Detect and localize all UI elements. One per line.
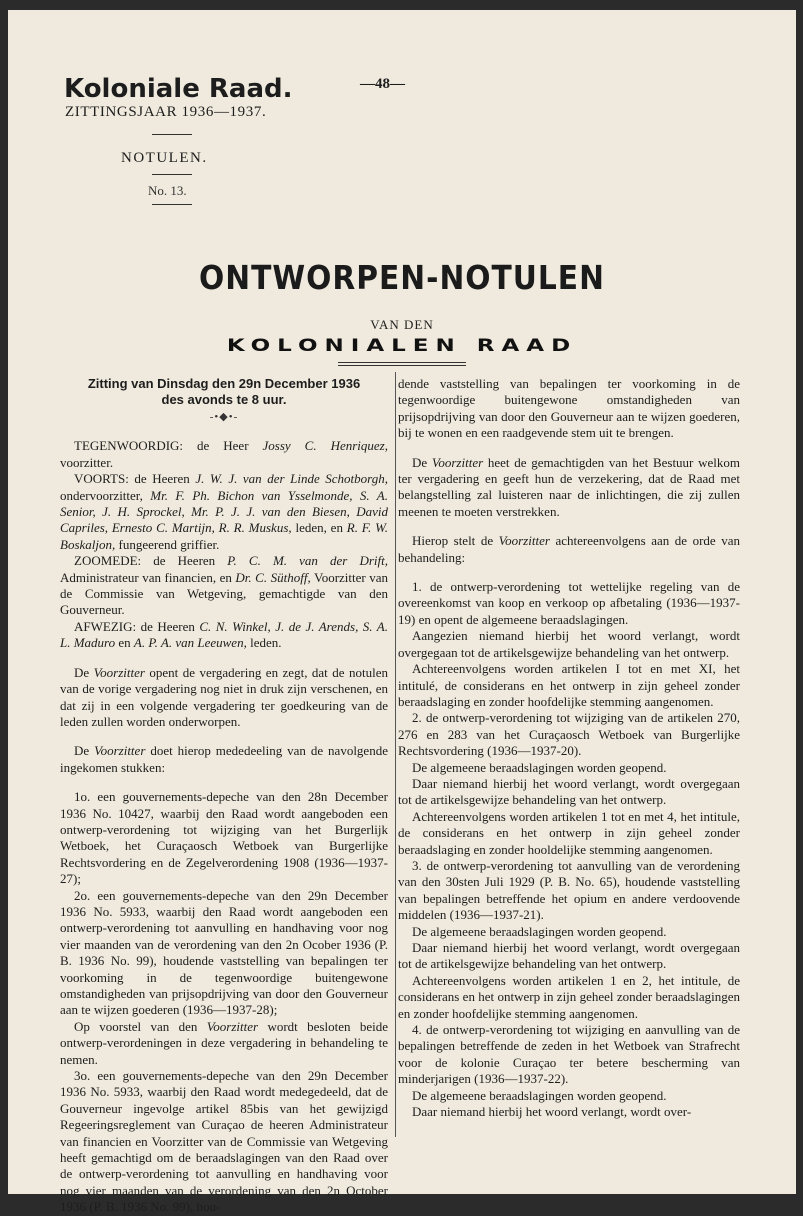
divider xyxy=(152,134,192,135)
paragraph: De algemeene beraadslagingen worden geopend. xyxy=(412,923,667,939)
session-year: ZITTINGSJAAR 1936—1937. xyxy=(65,104,267,120)
paragraph: 3. de ontwerp-verordening tot aanvulling van de verordening van den 30sten Juli 1929 (P. B. No. 65), houdende vaststelling van bepalingen betreffende het opium en andere verdoovende middelen (1936—1937-21). xyxy=(398,857,740,923)
paragraph: De Voorzitter doet hierop mededeeling van de navolgende ingekomen stukken: xyxy=(60,743,388,775)
column-divider xyxy=(395,372,396,1137)
paragraph: 2o. een gouvernements-depeche van den 29n December 1936 No. 5933, waarbij den Raad wordt aangeboden een ontwerp-verordening tot aanvulling en handhaving voor nog vier maanden van de verordening van den 2n Ocober 1936 (P. B. 1936 No. 99), houdende vaststelling van bepalingen ter voorkoming in de tegenwoordige buitengewone omstandigheden van prijsopdrijving van door den Gouverneur aan te wijzen goederen (1936—1937-28); xyxy=(60,887,388,1018)
divider xyxy=(338,365,466,366)
paragraph: ZOOMEDE: de Heeren P. C. M. van der Drift, Administrateur van financien, en Dr. C. Süthoff, Voorzitter van de Commissie van Wetgeving, gemachtigde van den Gouverneur. xyxy=(60,553,389,618)
issue-number: No. 13. xyxy=(148,183,187,198)
paragraph: 3o. een gouvernements-depeche van den 29n December 1936 No. 5933, waarbij den Raad wordt medegedeeld, dat de Gouverneur ingevolge artikel 85bis van het gewijzigd Regeeringsreglement van Curaçao de heeren Administrateur van financien en Voorzitter van de Commissie van Wetgeving heeft gemachtigd om de beraadslagingen van den Raad over de ontwerp-verordening tot aanvulling en handhaving voor nog vier maanden van de verordening van den 2n October 1936 (P. B. 1936 No. 99), hou- xyxy=(60,1068,388,1215)
document-page xyxy=(8,10,796,1215)
council-name: KOLONIALEN RAAD xyxy=(226,336,578,356)
paragraph: dende vaststelling van bepalingen ter voorkoming in de tegenwoordige buitengewone omstandigheden van prijsopdrijving van door den Gouverneur aan te wijzen goederen, bij te wonen en een raadgevende stem uit te brengen. xyxy=(398,376,740,441)
paragraph: AFWEZIG: de Heeren C. N. Winkel, J. de J. Arends, S. A. L. Maduro en A. P. A. van Leeuwen, leden. xyxy=(60,618,388,651)
paragraph: Achtereenvolgens worden artikelen 1 en 2, het intitule, de considerans en het ontwerp in zijn geheel zonder beraadslagingen en zonder hoofdelijke stemming aangenomen. xyxy=(398,972,740,1021)
divider xyxy=(338,362,466,363)
paragraph: De Voorzitter heet de gemachtigden van het Bestuur welkom ter vergadering en geeft hun de verzekering, dat de Raad met belangstelling zal luisteren naar de inlichtingen, die zij zullen meenen te moeten verstrekken. xyxy=(398,454,740,519)
paragraph: 1o. een gouvernements-depeche van den 28n December 1936 No. 10427, waarbij den Raad wordt aangeboden een ontwerp-verordening tot wijziging van het Burgerlijk Wetboek, het Curaçaosch Wetboek van Burgerlijke Rechtsvordering en de Zegelverordening 1908 (1936—1937-27); xyxy=(60,789,388,887)
paragraph: VOORTS: de Heeren J. W. J. van der Linde Schotborgh, ondervoorzitter, Mr. F. Ph. Bichon van Ysselmonde, S. A. Senior, J. H. Sprockel, Mr. P. J. J. van den Biesen, David Capriles, Ernesto C. Martijn, R. R. Muskus, leden, en R. F. W. Boskaljon, fungeerend griffier. xyxy=(60,471,389,552)
page-number: —48— xyxy=(360,76,405,92)
session-heading: Zitting van Dinsdag den 29n December 1936 xyxy=(87,376,361,391)
paragraph: Aangezien niemand hierbij het woord verlangt, wordt overgegaan tot de artikelsgewijze behandeling van het ontwerp. xyxy=(398,628,740,660)
paragraph: De Voorzitter opent de vergadering en zegt, dat de notulen van de vorige vergadering nog niet in druk zijn verschenen, en dat zij in een volgende vergadering ter goedkeuring van de leden zullen worden onderworpen. xyxy=(60,664,388,729)
paragraph: Daar niemand hierbij het woord verlangt, wordt overgegaan tot de artikelsgewijze behandeling van het ontwerp. xyxy=(398,940,740,972)
paragraph: Daar niemand hierbij het woord verlangt, wordt overgegaan tot de artikelsgewijze behandeling van het ontwerp. xyxy=(398,775,740,808)
session-time: des avonds te 8 uur. xyxy=(161,392,287,407)
ornament: -•◆•- xyxy=(209,411,239,423)
paragraph: Hierop stelt de Voorzitter achtereenvolgens aan de orde van behandeling: xyxy=(398,533,740,565)
divider xyxy=(152,174,192,175)
paragraph: TEGENWOORDIG: de Heer Jossy C. Henriquez, voorzitter. xyxy=(60,438,388,470)
document-title: ONTWORPEN-NOTULEN xyxy=(199,258,605,297)
paragraph: 2. de ontwerp-verordening tot wijziging van de artikelen 270, 276 en 283 van het Curaçaosch Wetboek van Burgerlijke Rechtsvordering (1936—1937-20). xyxy=(398,710,740,759)
paragraph: 4. de ontwerp-verordening tot wijziging en aanvulling van de bepalingen betreffende de zeden in het Wetboek van Strafrecht voor de kolonie Curaçao ter betere bescherming van minderjarigen (1936—1937-22). xyxy=(398,1022,740,1087)
divider xyxy=(152,204,192,205)
paragraph: Op voorstel van den Voorzitter wordt besloten beide ontwerp-verordeningen in deze vergadering in behandeling te nemen. xyxy=(60,1018,389,1067)
paragraph: De algemeene beraadslagingen worden geopend. xyxy=(412,1087,667,1103)
paragraph: Daar niemand hierbij het woord verlangt, wordt over- xyxy=(412,1104,692,1120)
left-column xyxy=(60,376,388,1216)
paragraph: Achtereenvolgens worden artikelen I tot en met XI, het intitulé, de considerans en het ontwerp in zijn geheel zonder beraadslaging en zonder hoofdelijke stemming aangenomen. xyxy=(398,661,740,709)
paragraph: De algemeene beraadslagingen worden geopend. xyxy=(412,759,667,775)
section-label: NOTULEN. xyxy=(121,150,208,166)
paragraph: 1. de ontwerp-verordening tot wettelijke regeling van de overeenkomst van koop en verkoop op afbetaling (1936—1937-19) en opent de algemeene beraadslagingen. xyxy=(398,579,740,627)
title-subline: VAN DEN xyxy=(370,317,434,332)
right-column xyxy=(398,376,740,1120)
brand-title: Koloniale Raad. xyxy=(64,74,293,104)
paragraph: Achtereenvolgens worden artikelen 1 tot en met 4, het intitule, de considerans en het ontwerp in zijn geheel zonder beraadslaging en zonder hooldelijke stemming aangenomen. xyxy=(398,808,740,857)
